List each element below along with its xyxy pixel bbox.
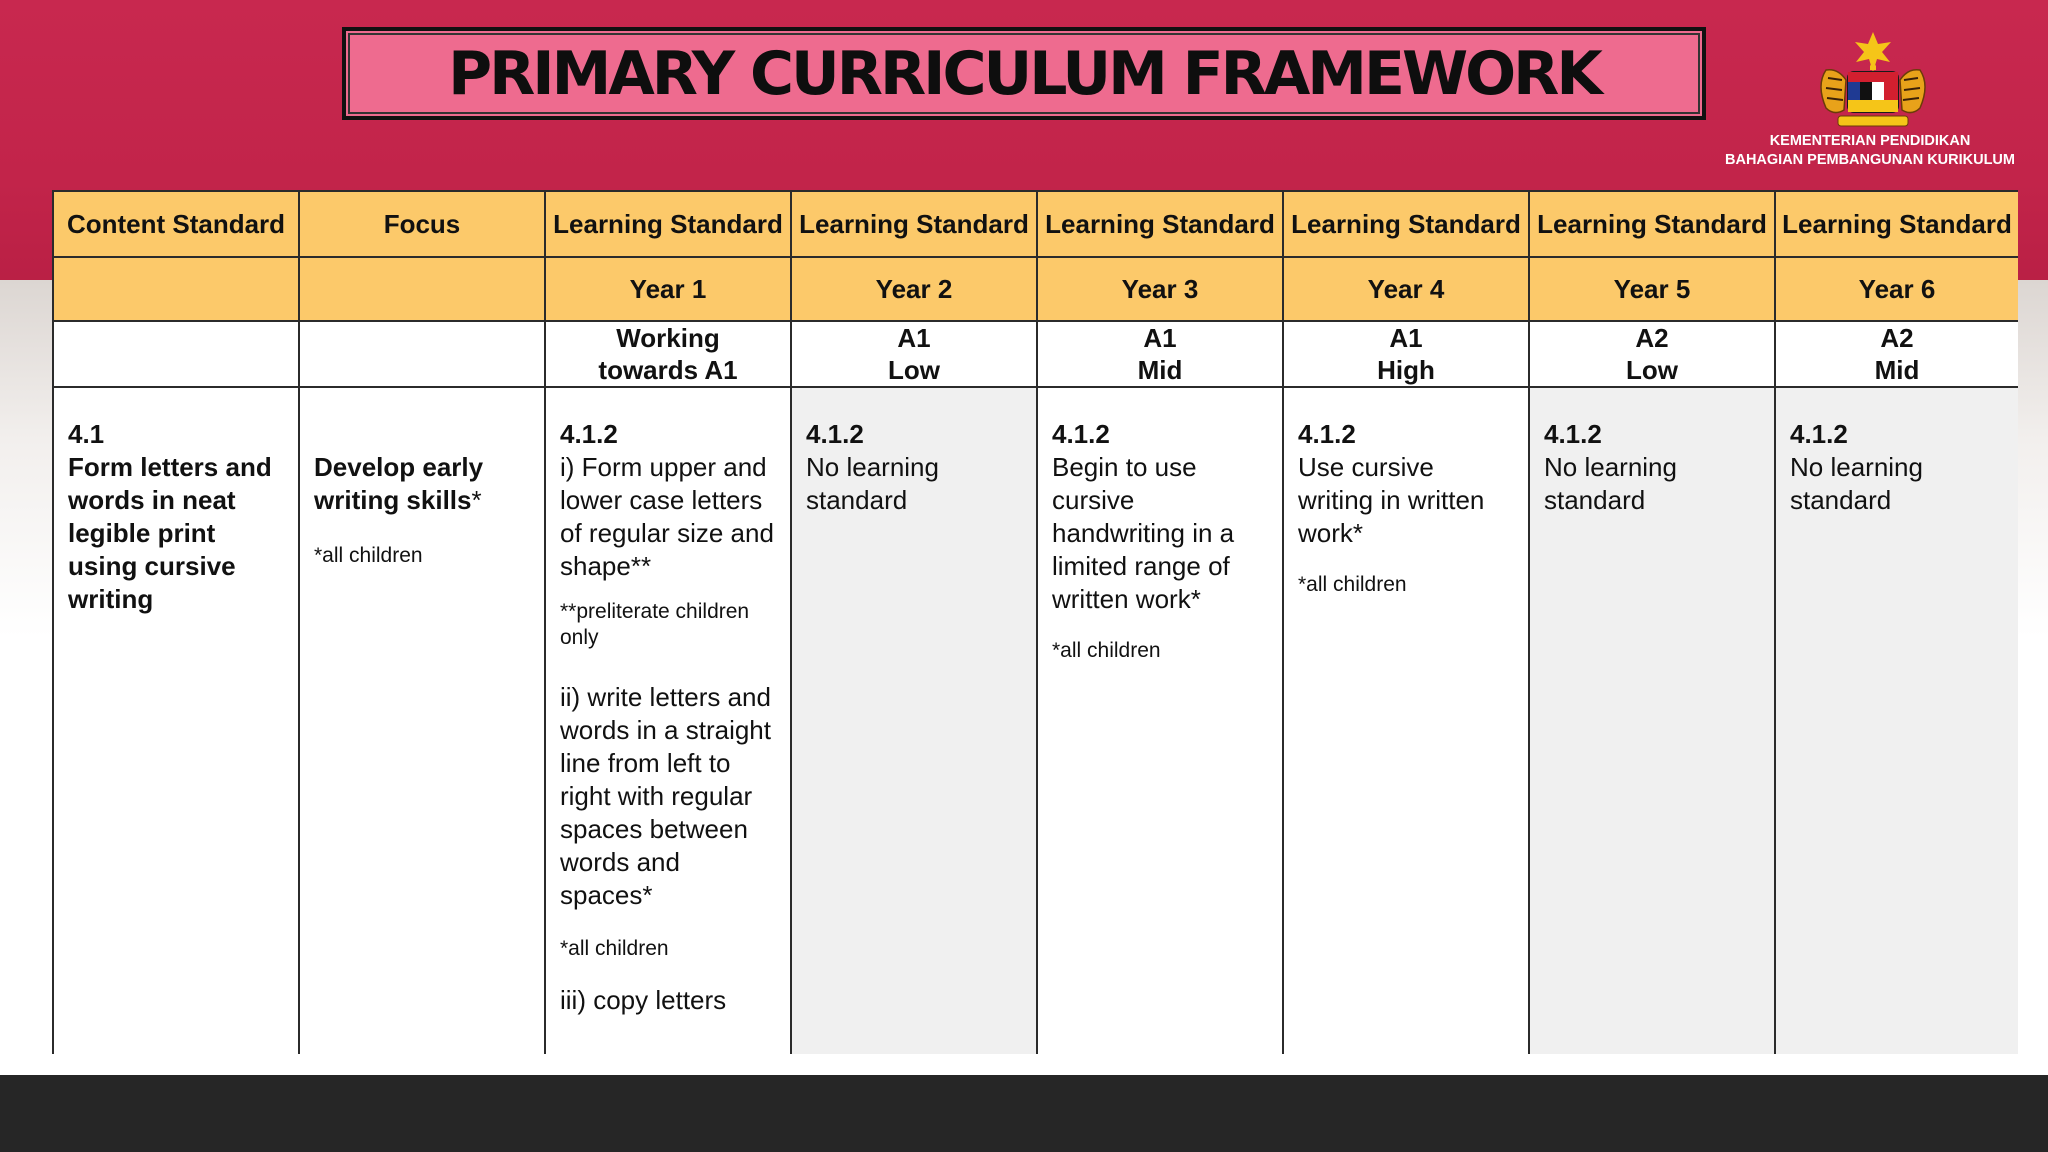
y3-text: Begin to use cursive handwriting in a limited range of written work*	[1052, 452, 1235, 614]
year-empty-cell	[299, 257, 545, 321]
level-year-6: A2 Mid	[1775, 321, 2018, 387]
y6-code: 4.1.2	[1790, 419, 1848, 449]
content-code: 4.1	[68, 419, 105, 449]
curriculum-table	[52, 190, 2018, 1054]
focus-star: *	[471, 485, 482, 515]
y2-text: No learning standard	[806, 452, 939, 515]
year-1: Year 1	[545, 257, 791, 321]
y5-code: 4.1.2	[1544, 419, 1602, 449]
ministry-line-1: KEMENTERIAN PENDIDIKAN	[1769, 133, 1971, 149]
year-row	[53, 257, 2018, 321]
content-standard-cell	[53, 387, 299, 1054]
year-4: Year 4	[1283, 257, 1529, 321]
level-year-2: A1 Low	[791, 321, 1037, 387]
coat-of-arms-icon	[1808, 30, 1938, 130]
ministry-line-2: BAHAGIAN PEMBANGUNAN KURIKULUM	[1725, 152, 2015, 168]
header-learning-standard: Learning Standard	[791, 191, 1037, 257]
header-row	[53, 191, 2018, 257]
y1-item-i: i) Form upper and lower case letters of regular size and shape**	[560, 452, 774, 581]
footer-bar	[0, 1075, 2048, 1152]
y1-item-iii: iii) copy letters	[560, 985, 727, 1015]
y6-text: No learning standard	[1790, 452, 1923, 515]
y1-note-2: *all children	[560, 937, 669, 960]
level-year-5: A2 Low	[1529, 321, 1775, 387]
year-5: Year 5	[1529, 257, 1775, 321]
ministry-caption	[1700, 132, 2040, 170]
curriculum-table-container	[52, 190, 2018, 1054]
focus-note: *all children	[314, 544, 423, 567]
year-2: Year 2	[791, 257, 1037, 321]
y4-text: Use cursive writing in written work*	[1298, 452, 1485, 548]
y4-note: *all children	[1298, 573, 1407, 596]
year-6: Year 6	[1775, 257, 2018, 321]
header-learning-standard: Learning Standard	[1775, 191, 2018, 257]
y3-code: 4.1.2	[1052, 419, 1110, 449]
year-empty-cell	[53, 257, 299, 321]
level-row	[53, 321, 2018, 387]
year-5-standard-cell	[1529, 387, 1775, 1054]
level-year-3: A1 Mid	[1037, 321, 1283, 387]
header-learning-standard: Learning Standard	[1037, 191, 1283, 257]
level-empty-cell	[53, 321, 299, 387]
level-year-4: A1 High	[1283, 321, 1529, 387]
year-2-standard-cell	[791, 387, 1037, 1054]
content-row	[53, 387, 2018, 1054]
year-1-standard-cell	[545, 387, 791, 1054]
year-3: Year 3	[1037, 257, 1283, 321]
y2-code: 4.1.2	[806, 419, 864, 449]
header-learning-standard: Learning Standard	[1529, 191, 1775, 257]
title-box	[342, 27, 1706, 120]
level-empty-cell	[299, 321, 545, 387]
header-focus: Focus	[299, 191, 545, 257]
y1-code: 4.1.2	[560, 419, 618, 449]
y1-item-ii: ii) write letters and words in a straight line from left to right with regular spaces between words and spaces*	[560, 682, 771, 910]
year-6-standard-cell	[1775, 387, 2018, 1054]
page-title: PRIMARY CURRICULUM FRAMEWORK	[448, 38, 1600, 109]
content-text: Form letters and words in neat legible print using cursive writing	[68, 452, 272, 614]
y4-code: 4.1.2	[1298, 419, 1356, 449]
y1-note-1: **preliterate children only	[560, 600, 750, 649]
y5-text: No learning standard	[1544, 452, 1677, 515]
y3-note: *all children	[1052, 639, 1161, 662]
level-year-1: Working towards A1	[545, 321, 791, 387]
year-3-standard-cell	[1037, 387, 1283, 1054]
header-content-standard: Content Standard	[53, 191, 299, 257]
header-learning-standard: Learning Standard	[1283, 191, 1529, 257]
year-4-standard-cell	[1283, 387, 1529, 1054]
header-learning-standard: Learning Standard	[545, 191, 791, 257]
focus-cell	[299, 387, 545, 1054]
focus-text: Develop early writing skills	[314, 452, 484, 515]
